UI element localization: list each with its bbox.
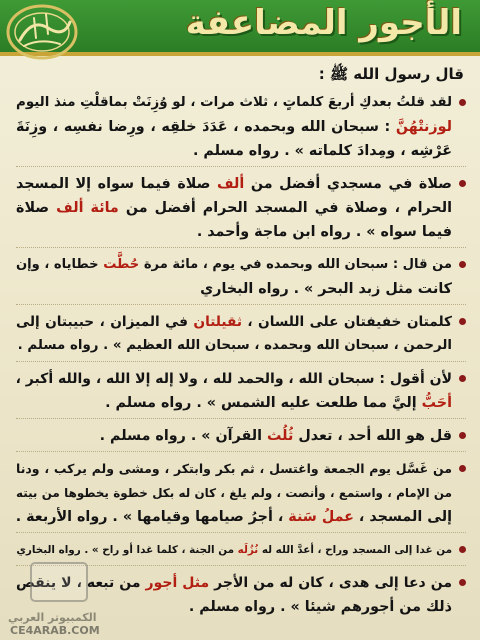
hadith-line	[16, 115, 452, 139]
item-divider	[16, 166, 466, 167]
line-text: خطاياه ، وإن	[16, 257, 104, 272]
line-text: فيما سواه » . رواه ابن ماجة وأحمد .	[196, 224, 452, 240]
hadith-line	[16, 457, 452, 481]
hadith-list	[16, 62, 466, 619]
bullet-icon	[459, 318, 466, 325]
hadith-item	[16, 172, 466, 244]
line-text: ذلك من أجورهم شيئا » . رواه مسلم .	[188, 599, 452, 615]
hadith-line	[16, 505, 452, 529]
hadith-line	[16, 310, 452, 334]
line-text: من تبعه ، لا ينقص	[16, 575, 146, 591]
item-divider	[16, 304, 466, 305]
hadith-line	[16, 481, 452, 505]
item-divider	[16, 361, 466, 362]
line-text: من الإمام ، واستمع ، وأنصت ، ولم يلغ ، كان له بكل خطوة يخطوها من بيته	[16, 486, 452, 500]
hadith-line	[16, 391, 452, 415]
hadith-line	[16, 277, 452, 301]
highlight-word: مثل أجور	[145, 575, 210, 591]
hadith-item	[16, 253, 466, 301]
bullet-icon	[459, 546, 466, 553]
line-text: من الجنة ، كلما غدا أو راح » . رواه البخاري	[16, 544, 238, 556]
watermark	[4, 562, 112, 638]
bullet-icon	[459, 99, 466, 106]
highlight-word: عملُ سَنة	[288, 509, 354, 525]
line-text: من غَسَّل يوم الجمعة واغتسل ، ثم بكر وابتكر ، ومشى ولم يركب ، ودنا	[16, 461, 452, 476]
hadith-line	[16, 220, 452, 244]
line-text: عَرْشِه ، ومِدادَ كلماته » . رواه مسلم .	[192, 143, 452, 159]
highlight-word: مائة ألف	[56, 200, 119, 216]
line-text: صلاة فيما سواه إلا المسجد	[16, 176, 217, 192]
hadith-item	[16, 424, 466, 448]
highlight-word: حُطَّت	[103, 257, 140, 272]
line-text: : سبحان الله وبحمده ، عَدَدَ خلقِه ، ورِضا نفسِه ، وزِنَةَ	[16, 119, 396, 135]
line-text: في الميزان ، حبيبتان إلى	[16, 314, 194, 330]
line-text: من قال : سبحان الله وبحمده في يوم ، مائة مرة	[139, 257, 452, 272]
highlight-word: لوزنتْهُنَّ	[395, 119, 452, 135]
highlight-word: ثقيلتان	[193, 314, 242, 330]
hadith-line	[16, 91, 452, 115]
hadith-line	[16, 538, 452, 562]
line-text: الحرام ، وصلاة في المسجد الحرام أفضل من	[118, 200, 452, 216]
item-divider	[16, 418, 466, 419]
item-divider	[16, 451, 466, 452]
hadith-line	[16, 196, 452, 220]
hadith-line	[16, 253, 452, 277]
highlight-word: نُزُلَه	[237, 544, 259, 556]
hadith-item	[16, 457, 466, 529]
line-text: الرحمن ، سبحان الله وبحمده ، سبحان الله العظيم » . رواه مسلم .	[17, 338, 452, 353]
page-title: الأجور المضاعفة	[185, 3, 462, 43]
line-text: لقد قلتُ بعدكِ أربعَ كلماتٍ ، ثلاث مرات ، لو وُزِنَتْ بماقلْتِ منذ اليوم	[16, 95, 452, 110]
hadith-item	[16, 367, 466, 415]
line-text: كلمتان خفيفتان على اللسان ،	[241, 314, 452, 330]
line-text: إلى المسجد ،	[353, 509, 452, 525]
watermark-site: CE4ARAB.COM	[10, 624, 100, 637]
item-divider	[16, 532, 466, 533]
hadith-line	[16, 424, 452, 448]
line-text: صلاة	[16, 200, 57, 216]
header-banner	[0, 0, 480, 56]
line-text: صلاة في مسجدي أفضل من	[244, 176, 452, 192]
line-text: ، أجرُ صيامها وقيامها » . رواه الأربعة .	[15, 509, 289, 525]
bullet-icon	[459, 465, 466, 472]
highlight-word: ألف	[217, 176, 245, 192]
bullet-icon	[459, 579, 466, 586]
bullet-icon	[459, 261, 466, 268]
highlight-word: ثُلُث	[267, 428, 294, 444]
hadith-item	[16, 91, 466, 163]
watermark-text: الكمبيوتر العربي	[8, 611, 97, 624]
line-text: من دعا إلى هدى ، كان له من الأجر	[209, 575, 452, 591]
hadith-line	[16, 367, 452, 391]
line-text: من غدا إلى المسجد وراح ، أعدَّ الله له	[258, 544, 452, 556]
bullet-icon	[459, 180, 466, 187]
watermark-logo-icon	[30, 562, 88, 602]
hadith-item	[16, 538, 466, 562]
hadith-line	[16, 334, 452, 358]
bullet-icon	[459, 432, 466, 439]
line-text: قل هو الله أحد ، تعدل	[293, 428, 452, 444]
highlight-word: أحَبُّ	[421, 395, 452, 411]
intro-line: قال رسول الله ﷺ :	[318, 65, 464, 83]
line-text: كانت مثل زبد البحر » . رواه البخاري	[200, 281, 452, 297]
line-text: إليَّ مما طلعت عليه الشمس » . رواه مسلم .	[105, 395, 422, 411]
hadith-line	[16, 139, 452, 163]
line-text: القرآن » . رواه مسلم .	[99, 428, 268, 444]
line-text: لأن أقول : سبحان الله ، والحمد لله ، ولا إله إلا الله ، والله أكبر ،	[15, 371, 452, 387]
bullet-icon	[459, 375, 466, 382]
item-divider	[16, 247, 466, 248]
hadith-item	[16, 310, 466, 358]
hadith-line	[16, 172, 452, 196]
